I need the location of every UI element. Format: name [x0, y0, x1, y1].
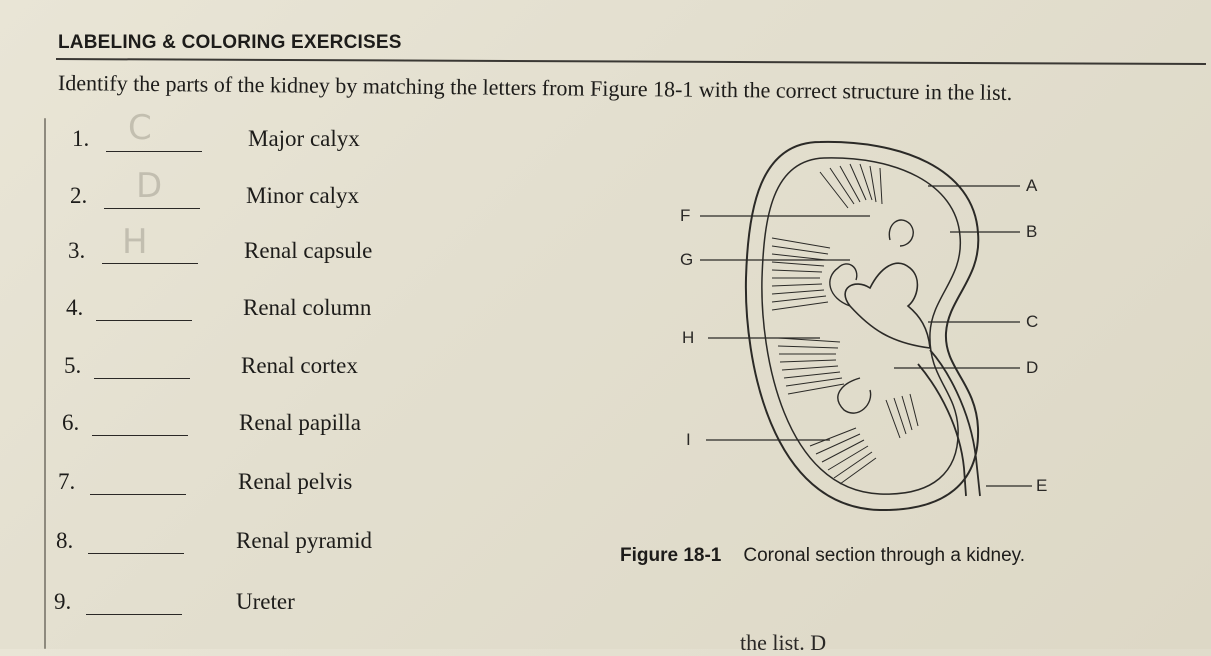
answer-blank-7[interactable] [90, 494, 186, 495]
figure-caption-text: Coronal section through a kidney. [743, 545, 1026, 566]
answer-blank-9[interactable] [86, 614, 182, 615]
item-term: Renal papilla [239, 410, 361, 435]
pyramid-top [820, 164, 882, 208]
answer-blank-5[interactable] [94, 378, 190, 379]
minor-calyx [838, 378, 871, 413]
margin-line [44, 118, 46, 649]
item-number: 2. [70, 183, 88, 208]
renal-pyramids [772, 164, 918, 484]
renal-pelvis [845, 263, 930, 348]
instruction-text: Identify the parts of the kidney by matching the letters from Figure 18-1 with the correct structure in the list. [57, 70, 1013, 105]
label-E: E [1036, 476, 1048, 495]
item-number: 5. [64, 353, 82, 378]
kidney-diagram [660, 128, 1080, 528]
item-number: 7. [58, 469, 76, 494]
answer-blank-8[interactable] [88, 553, 184, 554]
item-term: Renal column [243, 295, 372, 320]
answer-blank-4[interactable] [96, 320, 192, 321]
bottom-partial-text: the list. D [740, 630, 827, 655]
item-number: 9. [54, 589, 72, 614]
item-term: Renal pelvis [238, 469, 353, 494]
pyramid-left-middle [778, 338, 844, 394]
label-G: G [680, 250, 694, 269]
figure-caption [620, 545, 1025, 567]
item-number: 8. [56, 528, 74, 553]
item-number: 4. [66, 295, 84, 320]
item-term: Renal cortex [241, 353, 358, 378]
item-number: 3. [68, 238, 86, 263]
label-I: I [686, 430, 691, 449]
answer-blank-1[interactable] [106, 151, 202, 152]
pyramid-lower [810, 428, 876, 484]
handwritten-answer-3: H [122, 222, 148, 262]
item-term: Ureter [236, 589, 295, 614]
label-H: H [682, 328, 695, 347]
handwritten-answer-1: C [128, 108, 152, 148]
item-number: 1. [72, 126, 90, 151]
section-heading: LABELING & COLORING EXERCISES [58, 32, 402, 53]
answer-blank-6[interactable] [92, 435, 188, 436]
label-A: A [1026, 176, 1038, 195]
item-term: Renal capsule [244, 238, 373, 263]
cortex-boundary [762, 158, 960, 494]
label-B: B [1026, 222, 1038, 241]
answer-blank-3[interactable] [102, 263, 198, 264]
answer-blank-2[interactable] [104, 208, 200, 209]
kidney-figure [660, 128, 1080, 533]
label-F: F [680, 206, 691, 225]
item-term: Minor calyx [246, 183, 360, 208]
item-term: Renal pyramid [236, 528, 373, 553]
minor-calyx-upper [889, 220, 913, 246]
pyramid-right-lower [886, 394, 918, 438]
item-term: Major calyx [248, 126, 360, 151]
pyramid-left-upper [772, 238, 830, 310]
heading-rule [56, 58, 1206, 65]
figure-number: Figure 18-1 [620, 545, 722, 566]
label-D: D [1026, 358, 1039, 377]
handwritten-answer-2: D [136, 166, 163, 206]
item-number: 6. [62, 410, 80, 435]
label-C: C [1026, 312, 1039, 331]
